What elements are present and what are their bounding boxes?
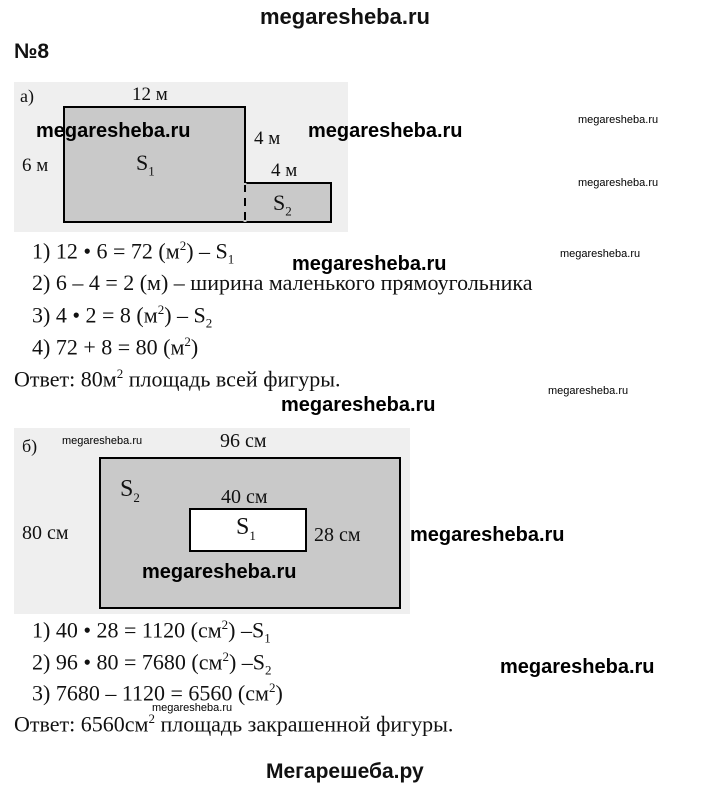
figure-b-left-dimension: 80 см	[22, 522, 69, 544]
figure-a-left-dimension: 6 м	[22, 155, 49, 176]
answer-sup: 2	[116, 366, 124, 381]
part-a-step-4	[32, 334, 198, 360]
answer-sup: 2	[148, 711, 155, 726]
step-tail: ) –S	[228, 617, 265, 643]
figure-a	[14, 82, 348, 232]
step-text: 4) 72 + 8 = 80 (м	[32, 334, 185, 360]
s1-subscript: 1	[148, 163, 155, 179]
s1-subscript: 1	[249, 527, 256, 543]
step-sup: 2	[268, 680, 276, 695]
step-sub: 2	[265, 662, 272, 678]
step-text: 1) 40 • 28 = 1120 (см	[32, 617, 222, 643]
step-sup: 2	[184, 334, 191, 349]
figure-b-inner-right-dimension: 28 см	[314, 524, 361, 546]
watermark: megaresheba.ru	[142, 561, 297, 583]
answer-suffix: площадь всей фигуры.	[123, 366, 341, 392]
figure-a-right-upper-dimension: 4 м	[254, 128, 281, 149]
s2-subscript: 2	[285, 203, 292, 219]
watermark: megaresheba.ru	[62, 435, 143, 447]
step-tail: ) – S	[186, 238, 228, 264]
site-footer: Мегарешеба.ру	[266, 760, 424, 783]
watermark: megaresheba.ru	[281, 394, 436, 416]
step-text: 3) 4 • 2 = 8 (м	[32, 302, 158, 328]
figure-b-top-dimension: 96 см	[220, 430, 267, 452]
watermark: megaresheba.ru	[578, 177, 659, 189]
step-tail: )	[190, 334, 199, 360]
step-sub: 1	[264, 630, 271, 646]
s1-letter: S	[136, 150, 149, 175]
site-header: megaresheba.ru	[260, 4, 430, 29]
watermark: megaresheba.ru	[152, 702, 233, 714]
step-sup: 2	[157, 302, 165, 317]
answer-suffix: площадь закрашенной фигуры.	[154, 711, 454, 737]
figure-a-top-dimension: 12 м	[132, 84, 168, 105]
watermark: megaresheba.ru	[36, 120, 191, 142]
s2-letter: S	[120, 476, 134, 502]
step-sub: 2	[205, 315, 213, 331]
part-a-step-2	[32, 270, 533, 296]
problem-number: №8	[14, 40, 50, 63]
step-text: 3) 7680 – 1120 = 6560 (см	[32, 680, 269, 706]
watermark: megaresheba.ru	[410, 524, 565, 546]
s1-letter: S	[236, 514, 250, 540]
figure-b-drawing	[14, 428, 410, 614]
step-sup: 2	[221, 617, 229, 632]
figure-b-s2-label	[120, 476, 140, 506]
watermark: megaresheba.ru	[578, 114, 659, 126]
figure-a-s2-label	[273, 190, 292, 219]
figure-b	[14, 428, 410, 614]
s2-letter: S	[273, 190, 286, 215]
watermark: megaresheba.ru	[560, 248, 641, 260]
part-b-step-1	[32, 617, 271, 647]
part-b-step-2	[32, 649, 272, 679]
step-text: 2) 6 – 4 = 2 (м) – ширина маленького прямоугольника	[32, 270, 533, 295]
watermark: megaresheba.ru	[292, 253, 447, 275]
step-sup: 2	[222, 649, 229, 664]
part-b-label: б)	[22, 436, 38, 456]
answer-prefix: Ответ: 6560см	[14, 711, 149, 737]
figure-a-right-lower-dimension: 4 м	[271, 160, 298, 181]
step-sub: 1	[227, 251, 235, 267]
part-a-answer	[14, 366, 341, 392]
part-b-answer	[14, 711, 453, 737]
figure-b-inner-top-dimension: 40 см	[221, 486, 268, 508]
figure-b-s1-label	[236, 514, 256, 544]
step-sup: 2	[179, 238, 187, 253]
s2-subscript: 2	[133, 489, 140, 505]
answer-prefix: Ответ: 80м	[14, 366, 117, 392]
figure-a-s1-label	[136, 150, 155, 179]
figure-a-drawing	[14, 82, 348, 232]
step-tail: )	[275, 680, 283, 706]
step-text: 1) 12 • 6 = 72 (м	[32, 238, 180, 264]
watermark: megaresheba.ru	[548, 385, 629, 397]
part-a-label: а)	[20, 86, 34, 106]
step-tail: ) – S	[164, 302, 206, 328]
watermark: megaresheba.ru	[500, 656, 655, 678]
watermark: megaresheba.ru	[308, 120, 463, 142]
step-text: 2) 96 • 80 = 7680 (см	[32, 649, 223, 675]
part-a-step-3	[32, 302, 212, 332]
part-a-step-1	[32, 238, 234, 268]
step-tail: ) –S	[228, 649, 266, 675]
